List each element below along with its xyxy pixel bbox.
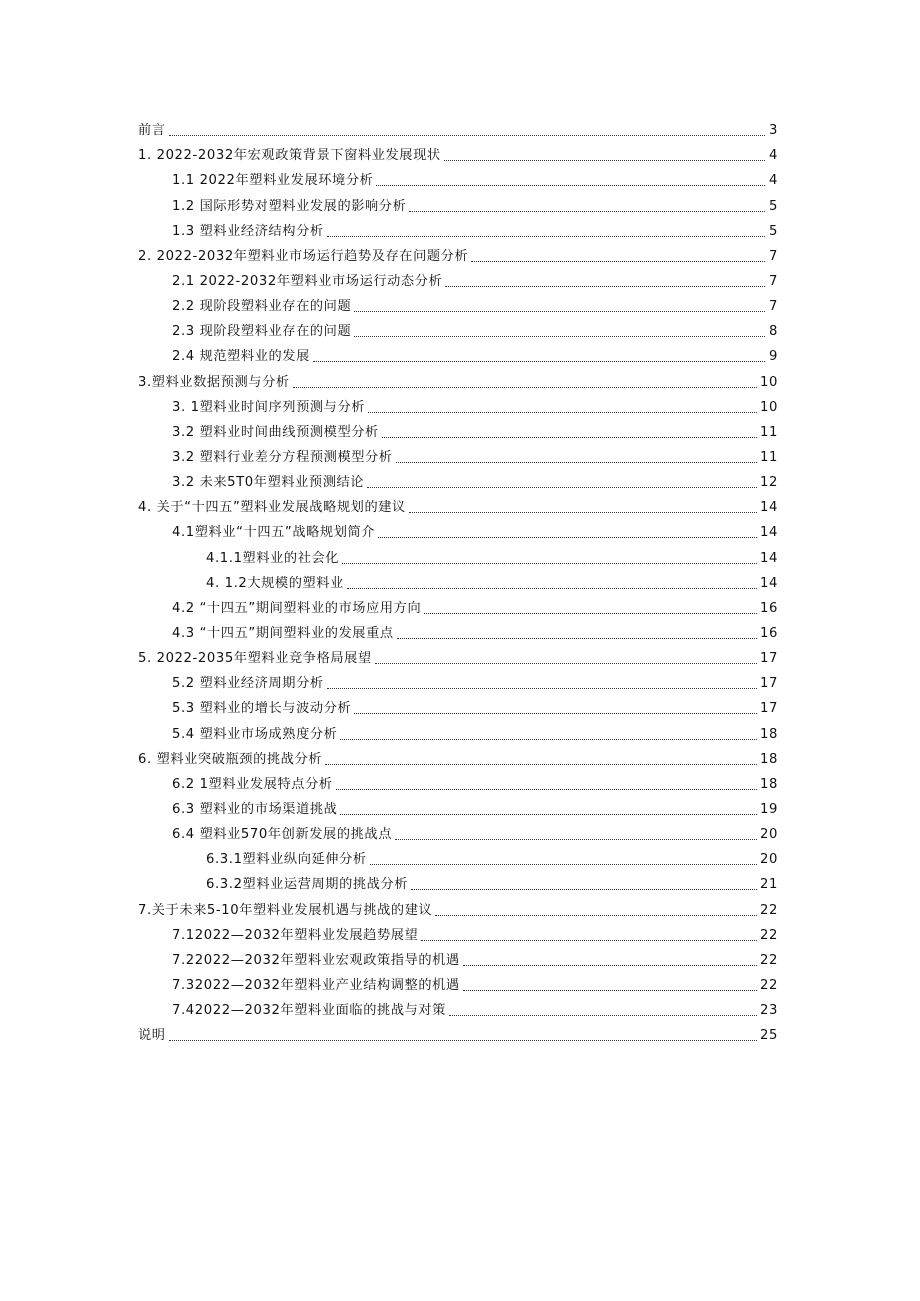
toc-entry-page: 7 — [769, 273, 778, 289]
toc-entry-title: 4.3 “十四五”期间塑料业的发展重点 — [172, 625, 394, 641]
toc-entry[interactable] — [138, 970, 778, 995]
toc-entry-title: 7.32022—2032年塑料业产业结构调整的机遇 — [172, 977, 460, 993]
toc-dot-leader — [382, 436, 757, 438]
toc-dot-leader — [342, 562, 757, 564]
toc-entry-title: 7.12022—2032年塑料业发展趋势展望 — [172, 927, 419, 943]
toc-entry[interactable] — [138, 718, 778, 743]
toc-dot-leader — [463, 989, 757, 991]
toc-entry-page: 11 — [760, 449, 778, 465]
toc-entry[interactable] — [138, 492, 778, 517]
toc-entry-title: 4. 1.2大规模的塑料业 — [206, 575, 344, 591]
toc-entry-title: 1.2 国际形势对塑料业发展的影响分析 — [172, 198, 407, 214]
toc-entry-title: 3.2 塑料业时间曲线预测模型分析 — [172, 424, 379, 440]
toc-dot-leader — [424, 612, 757, 614]
toc-entry-page: 18 — [760, 751, 778, 767]
toc-entry-title: 7.22022—2032年塑料业宏观政策指导的机遇 — [172, 952, 460, 968]
toc-entry-page: 14 — [760, 525, 778, 541]
toc-dot-leader — [445, 285, 765, 287]
toc-entry-page: 20 — [760, 827, 778, 843]
toc-entry-page: 22 — [760, 927, 778, 943]
toc-entry[interactable] — [138, 819, 778, 844]
toc-entry-page: 8 — [769, 324, 778, 340]
toc-entry-page: 22 — [760, 902, 778, 918]
toc-entry-title: 6.3 塑料业的市场渠道挑战 — [172, 801, 338, 817]
toc-entry[interactable] — [138, 241, 778, 266]
toc-entry-title: 4.1塑料业“十四五”战略规划简介 — [172, 525, 376, 541]
toc-dot-leader — [411, 888, 757, 890]
toc-entry-title: 6.4 塑料业570年创新发展的挑战点 — [172, 827, 392, 843]
toc-entry[interactable] — [138, 869, 778, 894]
toc-entry[interactable] — [138, 568, 778, 593]
toc-entry-title: 1. 2022-2032年宏观政策背景下窗料业发展现状 — [138, 148, 441, 164]
toc-entry[interactable] — [138, 668, 778, 693]
toc-entry-page: 22 — [760, 952, 778, 968]
toc-entry-page: 12 — [760, 475, 778, 491]
toc-entry-title: 3.2 塑料行业差分方程预测模型分析 — [172, 449, 393, 465]
toc-dot-leader — [378, 536, 757, 538]
toc-entry-title: 4. 关于“十四五”塑料业发展战略规划的建议 — [138, 500, 406, 516]
toc-dot-leader — [325, 763, 757, 765]
toc-entry-title: 7.关于未来5-10年塑料业发展机遇与挑战的建议 — [138, 902, 433, 918]
toc-entry-page: 4 — [769, 173, 778, 189]
toc-entry-title: 6. 塑料业突破瓶颈的挑战分析 — [138, 751, 323, 767]
toc-entry-title: 6.2 1塑料业发展特点分析 — [172, 776, 333, 792]
toc-dot-leader — [421, 939, 757, 941]
toc-entry-title: 2.1 2022-2032年塑料业市场运行动态分析 — [172, 273, 443, 289]
toc-entry[interactable] — [138, 693, 778, 718]
toc-entry[interactable] — [138, 366, 778, 391]
toc-entry[interactable] — [138, 744, 778, 769]
toc-entry[interactable] — [138, 165, 778, 190]
toc-dot-leader — [471, 260, 765, 262]
toc-entry-page: 17 — [760, 651, 778, 667]
toc-entry[interactable] — [138, 769, 778, 794]
toc-dot-leader — [370, 863, 757, 865]
toc-entry-page: 11 — [760, 424, 778, 440]
toc-dot-leader — [395, 838, 757, 840]
toc-entry[interactable] — [138, 643, 778, 668]
toc-entry-title: 6.3.2塑料业运营周期的挑战分析 — [206, 877, 409, 893]
toc-dot-leader — [409, 511, 757, 513]
toc-entry-page: 16 — [760, 625, 778, 641]
toc-entry[interactable] — [138, 1020, 778, 1045]
toc-entry-page: 18 — [760, 726, 778, 742]
toc-entry-title: 2.4 规范塑料业的发展 — [172, 349, 310, 365]
toc-dot-leader — [368, 411, 757, 413]
toc-dot-leader — [340, 813, 757, 815]
toc-dot-leader — [444, 159, 765, 161]
toc-entry-title: 说明 — [138, 1028, 166, 1044]
toc-dot-leader — [397, 637, 757, 639]
toc-entry[interactable] — [138, 392, 778, 417]
toc-dot-leader — [313, 360, 765, 362]
toc-entry-title: 1.1 2022年塑料业发展环境分析 — [172, 173, 374, 189]
toc-entry-title: 5. 2022-2035年塑料业竞争格局展望 — [138, 651, 372, 667]
toc-dot-leader — [354, 310, 765, 312]
toc-dot-leader — [340, 738, 757, 740]
toc-entry-page: 20 — [760, 852, 778, 868]
toc-dot-leader — [463, 964, 757, 966]
toc-entry[interactable] — [138, 542, 778, 567]
toc-entry-title: 5.2 塑料业经济周期分析 — [172, 676, 324, 692]
toc-dot-leader — [409, 210, 765, 212]
toc-entry-page: 10 — [760, 374, 778, 390]
toc-entry-page: 10 — [760, 399, 778, 415]
toc-dot-leader — [376, 184, 765, 186]
toc-entry-title: 4.1.1塑料业的社会化 — [206, 550, 340, 566]
toc-entry-title: 6.3.1塑料业纵向延伸分析 — [206, 852, 367, 868]
toc-dot-leader — [327, 687, 757, 689]
toc-dot-leader — [375, 662, 757, 664]
toc-entry[interactable] — [138, 291, 778, 316]
toc-dot-leader — [396, 461, 757, 463]
toc-entry-page: 14 — [760, 500, 778, 516]
toc-entry-page: 17 — [760, 701, 778, 717]
toc-entry[interactable] — [138, 442, 778, 467]
toc-entry[interactable] — [138, 417, 778, 442]
toc-entry-page: 14 — [760, 550, 778, 566]
toc-entry[interactable] — [138, 190, 778, 215]
toc-entry-page: 7 — [769, 299, 778, 315]
toc-entry[interactable] — [138, 316, 778, 341]
toc-dot-leader — [169, 1039, 757, 1041]
toc-entry[interactable] — [138, 920, 778, 945]
toc-entry-title: 2. 2022-2032年塑料业市场运行趋势及存在问题分析 — [138, 248, 469, 264]
toc-entry[interactable] — [138, 216, 778, 241]
toc-entry-title: 5.3 塑料业的增长与波动分析 — [172, 701, 352, 717]
toc-entry-page: 18 — [760, 776, 778, 792]
toc-entry-page: 5 — [769, 223, 778, 239]
toc-entry-title: 4.2 “十四五”期间塑料业的市场应用方向 — [172, 600, 422, 616]
toc-dot-leader — [354, 712, 757, 714]
toc-dot-leader — [336, 788, 757, 790]
toc-entry-page: 16 — [760, 600, 778, 616]
toc-entry-title: 5.4 塑料业市场成熟度分析 — [172, 726, 338, 742]
toc-entry[interactable] — [138, 467, 778, 492]
toc-entry[interactable] — [138, 140, 778, 165]
toc-entry[interactable] — [138, 794, 778, 819]
toc-entry[interactable] — [138, 517, 778, 542]
toc-entry-title: 3.2 未来5T0年塑料业预测结论 — [172, 475, 365, 491]
toc-dot-leader — [327, 235, 765, 237]
toc-entry-title: 3. 1塑料业时间序列预测与分析 — [172, 399, 366, 415]
toc-entry[interactable] — [138, 995, 778, 1020]
toc-entry-title: 2.3 现阶段塑料业存在的问题 — [172, 324, 352, 340]
toc-entry-title: 3.塑料业数据预测与分析 — [138, 374, 290, 390]
toc-entry-page: 14 — [760, 575, 778, 591]
toc-entry[interactable] — [138, 593, 778, 618]
toc-entry-title: 7.42022—2032年塑料业面临的挑战与对策 — [172, 1003, 446, 1019]
toc-entry-page: 9 — [769, 349, 778, 365]
toc-dot-leader — [354, 335, 765, 337]
toc-entry-page: 4 — [769, 148, 778, 164]
toc-entry-page: 7 — [769, 248, 778, 264]
toc-entry-page: 3 — [769, 123, 778, 139]
toc-entry-page: 22 — [760, 977, 778, 993]
toc-entry[interactable] — [138, 945, 778, 970]
toc-entry[interactable] — [138, 115, 778, 140]
toc-entry-page: 5 — [769, 198, 778, 214]
toc-entry-page: 19 — [760, 801, 778, 817]
toc-entry-page: 17 — [760, 676, 778, 692]
toc-entry-page: 23 — [760, 1003, 778, 1019]
toc-entry[interactable] — [138, 341, 778, 366]
toc-entry[interactable] — [138, 894, 778, 919]
table-of-contents — [138, 115, 778, 1045]
toc-entry-page: 25 — [760, 1028, 778, 1044]
toc-dot-leader — [293, 386, 757, 388]
toc-dot-leader — [367, 486, 757, 488]
toc-entry[interactable] — [138, 844, 778, 869]
toc-dot-leader — [347, 587, 757, 589]
toc-dot-leader — [449, 1014, 757, 1016]
toc-entry-page: 21 — [760, 877, 778, 893]
toc-entry[interactable] — [138, 266, 778, 291]
toc-entry-title: 1.3 塑料业经济结构分析 — [172, 223, 324, 239]
toc-entry-title: 2.2 现阶段塑料业存在的问题 — [172, 299, 352, 315]
toc-dot-leader — [435, 914, 757, 916]
toc-dot-leader — [169, 134, 765, 136]
toc-entry-title: 前言 — [138, 123, 166, 139]
toc-entry[interactable] — [138, 618, 778, 643]
